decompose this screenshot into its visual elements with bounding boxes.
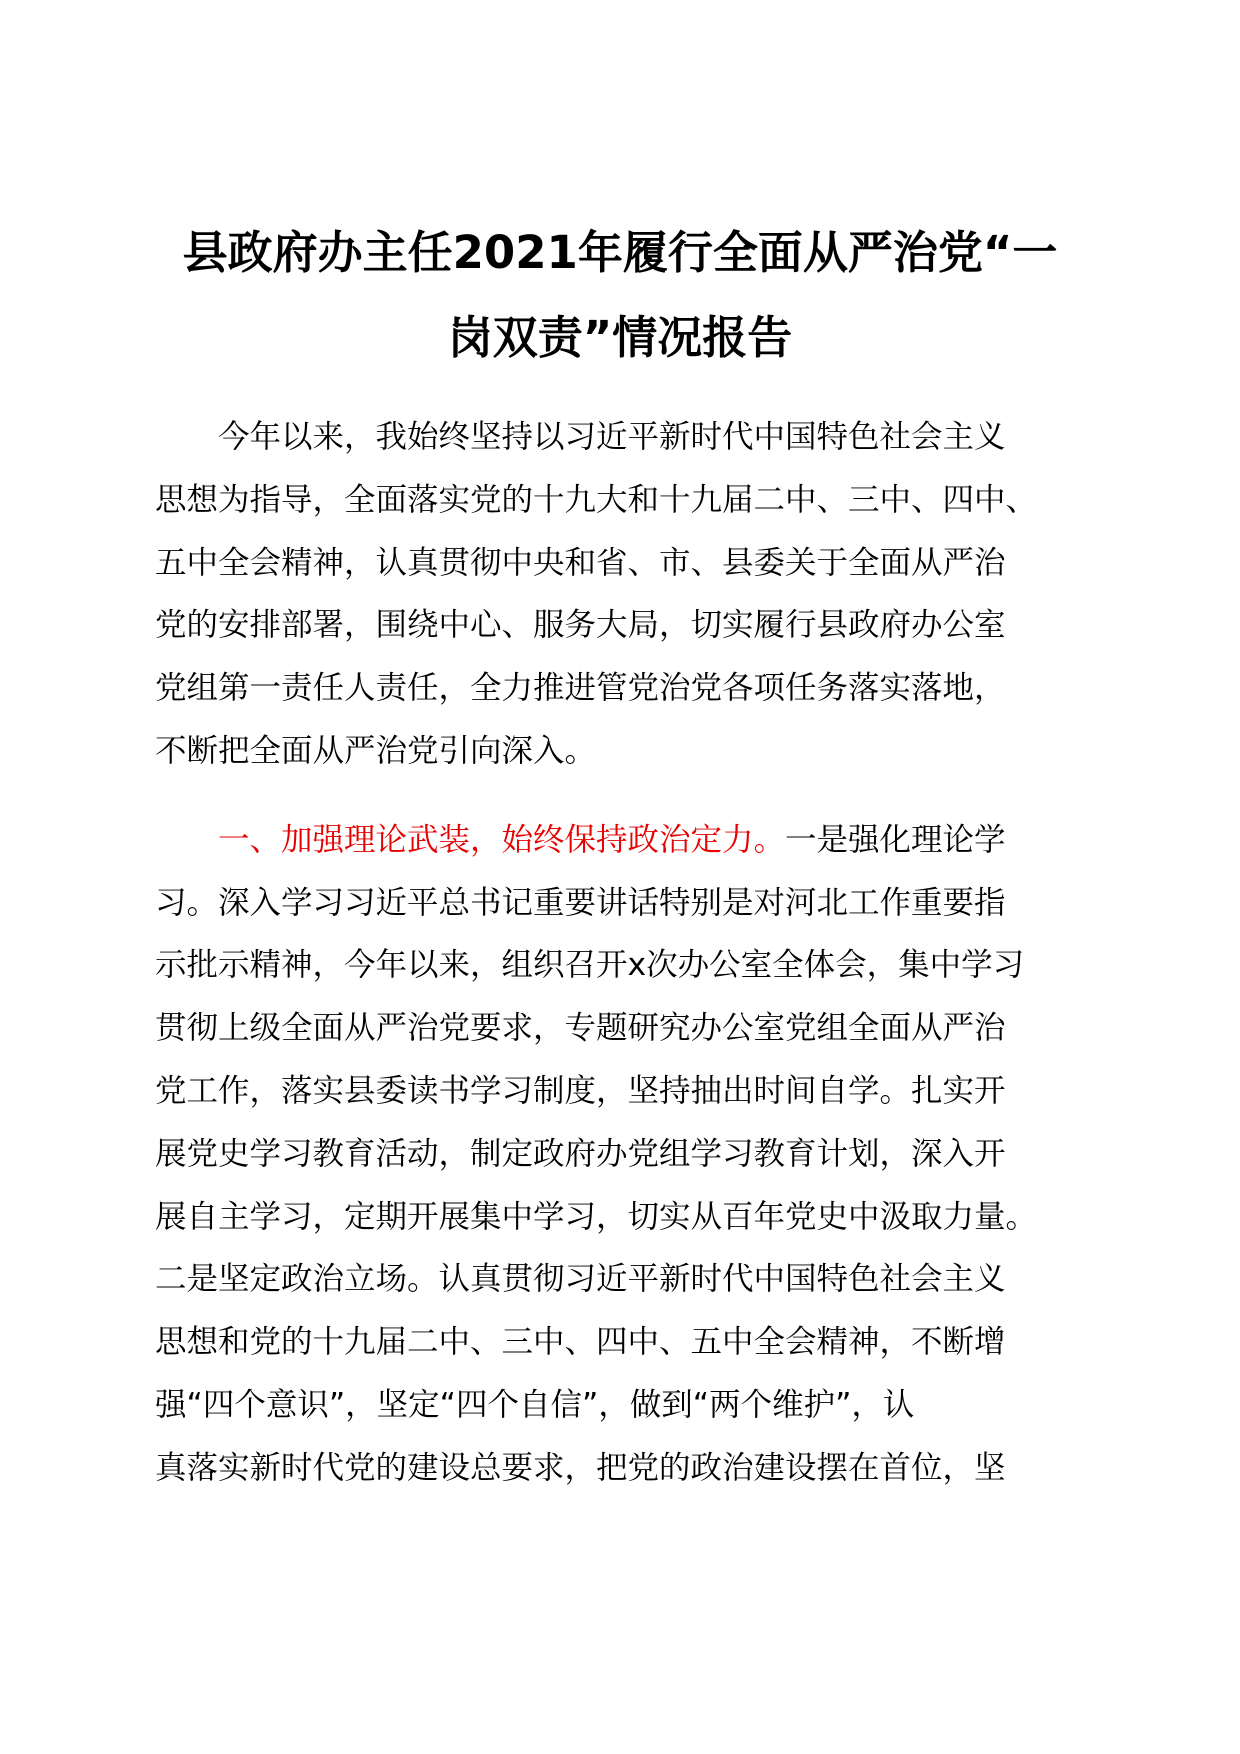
section-1-line: 展自主学习，定期开展集中学习，切实从百年党史中汲取力量。 — [155, 1198, 1038, 1235]
document-title-line-2: 岗双责”情况报告 — [447, 311, 793, 364]
section-1-line: 二是坚定政治立场。认真贯彻习近平新时代中国特色社会主义 — [155, 1261, 1006, 1298]
section-1-line: 展党史学习教育活动，制定政府办党组学习教育计划，深入开 — [155, 1135, 1006, 1172]
section-1-line: 思想和党的十九届二中、三中、四中、五中全会精神，不断增 — [155, 1324, 1006, 1361]
intro-line: 五中全会精神，认真贯彻中央和省、市、县委关于全面从严治 — [155, 544, 1006, 581]
section-1-line: 示批示精神，今年以来，组织召开x次办公室全体会，集中学习 — [155, 947, 1025, 984]
section-1-line: 贯彻上级全面从严治党要求，专题研究办公室党组全面从严治 — [155, 1010, 1006, 1047]
intro-line: 不断把全面从严治党引向深入。 — [155, 732, 597, 769]
section-1-first-line — [155, 809, 1095, 872]
intro-line: 党的安排部署，围绕中心、服务大局，切实履行县政府办公室 — [155, 607, 1006, 644]
section-1-heading: 一、加强理论武装，始终保持政治定力。 — [218, 821, 786, 858]
section-1-line: 党工作，落实县委读书学习制度，坚持抽出时间自学。扎实开 — [155, 1072, 1006, 1109]
intro-line: 思想为指导，全面落实党的十九大和十九届二中、三中、四中、 — [155, 481, 1038, 518]
section-1-line: 习。深入学习习近平总书记重要讲话特别是对河北工作重要指 — [155, 884, 1006, 921]
paragraph-gap — [155, 783, 1095, 809]
section-1-line: 真落实新时代党的建设总要求，把党的政治建设摆在首位，坚 — [155, 1449, 1006, 1486]
document-title-line-1: 县政府办主任2021年履行全面从严治党“一 — [182, 226, 1058, 279]
section-1-line: 强“四个意识”，坚定“四个自信”，做到“两个维护”，认 — [155, 1386, 915, 1423]
intro-line: 党组第一责任人责任，全力推进管党治党各项任务落实落地， — [155, 670, 1006, 707]
document-body — [155, 406, 1095, 1500]
intro-line: 今年以来，我始终坚持以习近平新时代中国特色社会主义 — [218, 419, 1006, 455]
section-1-first-line-rest: 一是强化理论学 — [785, 821, 1006, 858]
